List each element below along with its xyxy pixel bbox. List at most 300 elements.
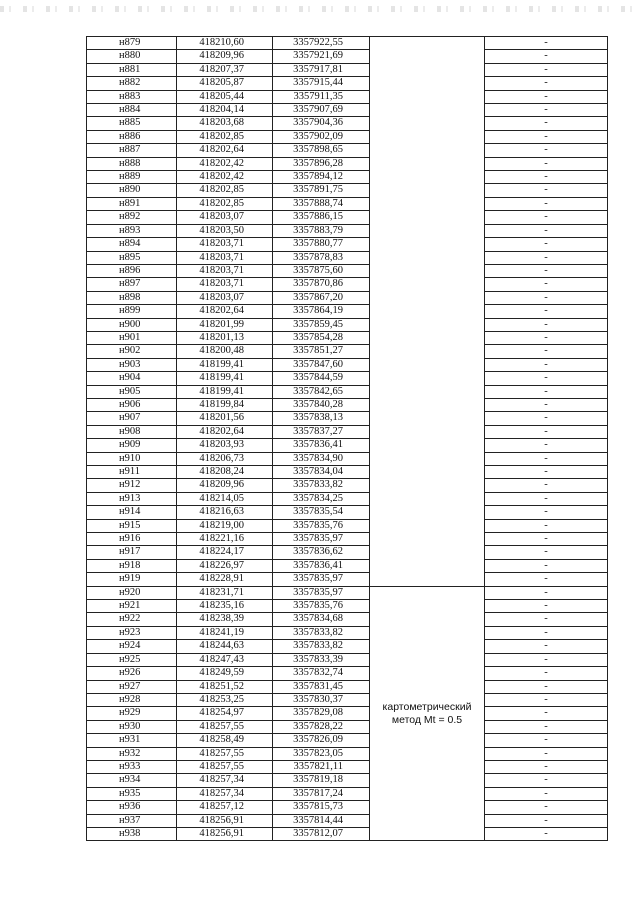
x-coordinate-cell: 418199,41 [177, 372, 273, 385]
x-coordinate-cell: 418238,39 [177, 613, 273, 626]
table-row [87, 184, 608, 197]
y-coordinate-cell: 3357842,65 [273, 385, 370, 398]
x-coordinate-cell: 418202,85 [177, 130, 273, 143]
x-coordinate-cell: 418257,55 [177, 720, 273, 733]
table-row [87, 760, 608, 773]
point-name-cell: н924 [87, 640, 177, 653]
y-coordinate-cell: 3357829,08 [273, 707, 370, 720]
note-cell: - [485, 358, 608, 371]
point-name-cell: н937 [87, 814, 177, 827]
note-cell: - [485, 104, 608, 117]
point-name-cell: н904 [87, 372, 177, 385]
x-coordinate-cell: 418256,91 [177, 814, 273, 827]
x-coordinate-cell: 418202,64 [177, 305, 273, 318]
x-coordinate-cell: 418202,64 [177, 144, 273, 157]
table-row [87, 358, 608, 371]
note-cell: - [485, 385, 608, 398]
note-cell: - [485, 412, 608, 425]
x-coordinate-cell: 418209,96 [177, 50, 273, 63]
table-row [87, 331, 608, 344]
point-name-cell: н912 [87, 479, 177, 492]
point-name-cell: н918 [87, 559, 177, 572]
point-name-cell: н910 [87, 452, 177, 465]
x-coordinate-cell: 418201,56 [177, 412, 273, 425]
y-coordinate-cell: 3357814,44 [273, 814, 370, 827]
note-cell: - [485, 827, 608, 840]
point-name-cell: н885 [87, 117, 177, 130]
note-cell: - [485, 77, 608, 90]
table-row [87, 600, 608, 613]
x-coordinate-cell: 418203,71 [177, 278, 273, 291]
x-coordinate-cell: 418203,71 [177, 251, 273, 264]
x-coordinate-cell: 418235,16 [177, 600, 273, 613]
y-coordinate-cell: 3357812,07 [273, 827, 370, 840]
y-coordinate-cell: 3357830,37 [273, 693, 370, 706]
point-name-cell: н934 [87, 774, 177, 787]
note-cell: - [485, 197, 608, 210]
x-coordinate-cell: 418202,42 [177, 157, 273, 170]
note-cell: - [485, 680, 608, 693]
point-name-cell: н879 [87, 37, 177, 50]
x-coordinate-cell: 418228,91 [177, 573, 273, 586]
y-coordinate-cell: 3357819,18 [273, 774, 370, 787]
x-coordinate-cell: 418199,41 [177, 358, 273, 371]
y-coordinate-cell: 3357835,97 [273, 533, 370, 546]
table-row [87, 693, 608, 706]
y-coordinate-cell: 3357835,76 [273, 519, 370, 532]
point-name-cell: н891 [87, 197, 177, 210]
y-coordinate-cell: 3357847,60 [273, 358, 370, 371]
x-coordinate-cell: 418200,48 [177, 345, 273, 358]
x-coordinate-cell: 418204,14 [177, 104, 273, 117]
y-coordinate-cell: 3357888,74 [273, 197, 370, 210]
point-name-cell: н889 [87, 171, 177, 184]
table-row [87, 37, 608, 50]
coordinates-table [86, 36, 608, 841]
point-name-cell: н923 [87, 626, 177, 639]
note-cell: - [485, 278, 608, 291]
x-coordinate-cell: 418210,60 [177, 37, 273, 50]
y-coordinate-cell: 3357834,04 [273, 466, 370, 479]
note-cell: - [485, 814, 608, 827]
point-name-cell: н931 [87, 734, 177, 747]
y-coordinate-cell: 3357864,19 [273, 305, 370, 318]
table-row [87, 680, 608, 693]
note-cell: - [485, 211, 608, 224]
note-cell: - [485, 345, 608, 358]
x-coordinate-cell: 418226,97 [177, 559, 273, 572]
y-coordinate-cell: 3357851,27 [273, 345, 370, 358]
scan-header-noise [0, 6, 640, 12]
point-name-cell: н932 [87, 747, 177, 760]
table-row [87, 412, 608, 425]
point-name-cell: н898 [87, 291, 177, 304]
note-cell: - [485, 439, 608, 452]
table-row [87, 492, 608, 505]
y-coordinate-cell: 3357815,73 [273, 801, 370, 814]
note-cell: - [485, 157, 608, 170]
y-coordinate-cell: 3357911,35 [273, 90, 370, 103]
point-name-cell: н896 [87, 264, 177, 277]
point-name-cell: н906 [87, 398, 177, 411]
note-cell: - [485, 425, 608, 438]
note-cell: - [485, 117, 608, 130]
y-coordinate-cell: 3357840,28 [273, 398, 370, 411]
y-coordinate-cell: 3357831,45 [273, 680, 370, 693]
point-name-cell: н883 [87, 90, 177, 103]
table-row [87, 264, 608, 277]
point-name-cell: н921 [87, 600, 177, 613]
x-coordinate-cell: 418244,63 [177, 640, 273, 653]
note-cell: - [485, 586, 608, 599]
x-coordinate-cell: 418258,49 [177, 734, 273, 747]
point-name-cell: н900 [87, 318, 177, 331]
x-coordinate-cell: 418209,96 [177, 479, 273, 492]
point-name-cell: н916 [87, 533, 177, 546]
point-name-cell: н928 [87, 693, 177, 706]
point-name-cell: н919 [87, 573, 177, 586]
note-cell: - [485, 90, 608, 103]
point-name-cell: н936 [87, 801, 177, 814]
note-cell: - [485, 238, 608, 251]
table-row [87, 546, 608, 559]
x-coordinate-cell: 418202,85 [177, 197, 273, 210]
table-row [87, 251, 608, 264]
point-name-cell: н894 [87, 238, 177, 251]
y-coordinate-cell: 3357833,82 [273, 479, 370, 492]
note-cell: - [485, 667, 608, 680]
point-name-cell: н901 [87, 331, 177, 344]
note-cell: - [485, 693, 608, 706]
point-name-cell: н905 [87, 385, 177, 398]
point-name-cell: н882 [87, 77, 177, 90]
note-cell: - [485, 546, 608, 559]
x-coordinate-cell: 418199,41 [177, 385, 273, 398]
point-name-cell: н929 [87, 707, 177, 720]
point-name-cell: н884 [87, 104, 177, 117]
note-cell: - [485, 707, 608, 720]
x-coordinate-cell: 418257,55 [177, 747, 273, 760]
y-coordinate-cell: 3357836,41 [273, 439, 370, 452]
table-row [87, 667, 608, 680]
x-coordinate-cell: 418203,50 [177, 224, 273, 237]
note-cell: - [485, 533, 608, 546]
y-coordinate-cell: 3357870,86 [273, 278, 370, 291]
x-coordinate-cell: 418203,71 [177, 238, 273, 251]
y-coordinate-cell: 3357915,44 [273, 77, 370, 90]
table-row [87, 586, 608, 599]
note-cell: - [485, 37, 608, 50]
y-coordinate-cell: 3357833,82 [273, 640, 370, 653]
method-label-line: метод Mt = 0.5 [391, 713, 463, 726]
note-cell: - [485, 171, 608, 184]
note-cell: - [485, 144, 608, 157]
y-coordinate-cell: 3357867,20 [273, 291, 370, 304]
point-name-cell: н920 [87, 586, 177, 599]
x-coordinate-cell: 418202,64 [177, 425, 273, 438]
point-name-cell: н909 [87, 439, 177, 452]
y-coordinate-cell: 3357835,97 [273, 586, 370, 599]
y-coordinate-cell: 3357835,97 [273, 573, 370, 586]
x-coordinate-cell: 418201,99 [177, 318, 273, 331]
point-name-cell: н933 [87, 760, 177, 773]
y-coordinate-cell: 3357917,81 [273, 63, 370, 76]
x-coordinate-cell: 418216,63 [177, 506, 273, 519]
y-coordinate-cell: 3357837,27 [273, 425, 370, 438]
x-coordinate-cell: 418241,19 [177, 626, 273, 639]
point-name-cell: н899 [87, 305, 177, 318]
x-coordinate-cell: 418203,93 [177, 439, 273, 452]
point-name-cell: н926 [87, 667, 177, 680]
y-coordinate-cell: 3357922,55 [273, 37, 370, 50]
y-coordinate-cell: 3357896,28 [273, 157, 370, 170]
y-coordinate-cell: 3357904,36 [273, 117, 370, 130]
y-coordinate-cell: 3357891,75 [273, 184, 370, 197]
note-cell: - [485, 452, 608, 465]
table-row [87, 747, 608, 760]
point-name-cell: н925 [87, 653, 177, 666]
y-coordinate-cell: 3357898,65 [273, 144, 370, 157]
table-row [87, 278, 608, 291]
note-cell: - [485, 291, 608, 304]
x-coordinate-cell: 418256,91 [177, 827, 273, 840]
y-coordinate-cell: 3357826,09 [273, 734, 370, 747]
y-coordinate-cell: 3357828,22 [273, 720, 370, 733]
x-coordinate-cell: 418254,97 [177, 707, 273, 720]
table-row [87, 318, 608, 331]
y-coordinate-cell: 3357834,68 [273, 613, 370, 626]
x-coordinate-cell: 418257,34 [177, 774, 273, 787]
y-coordinate-cell: 3357854,28 [273, 331, 370, 344]
y-coordinate-cell: 3357823,05 [273, 747, 370, 760]
table-row [87, 466, 608, 479]
x-coordinate-cell: 418249,59 [177, 667, 273, 680]
table-row [87, 640, 608, 653]
point-name-cell: н895 [87, 251, 177, 264]
x-coordinate-cell: 418219,00 [177, 519, 273, 532]
x-coordinate-cell: 418203,68 [177, 117, 273, 130]
x-coordinate-cell: 418214,05 [177, 492, 273, 505]
table-row [87, 774, 608, 787]
table-row [87, 707, 608, 720]
y-coordinate-cell: 3357834,25 [273, 492, 370, 505]
note-cell: - [485, 318, 608, 331]
table-row [87, 533, 608, 546]
note-cell: - [485, 130, 608, 143]
y-coordinate-cell: 3357907,69 [273, 104, 370, 117]
table-row [87, 385, 608, 398]
x-coordinate-cell: 418203,71 [177, 264, 273, 277]
note-cell: - [485, 264, 608, 277]
x-coordinate-cell: 418206,73 [177, 452, 273, 465]
x-coordinate-cell: 418231,71 [177, 586, 273, 599]
note-cell: - [485, 519, 608, 532]
table-row [87, 506, 608, 519]
table-row [87, 439, 608, 452]
note-cell: - [485, 774, 608, 787]
table-row [87, 425, 608, 438]
note-cell: - [485, 626, 608, 639]
x-coordinate-cell: 418202,42 [177, 171, 273, 184]
y-coordinate-cell: 3357894,12 [273, 171, 370, 184]
x-coordinate-cell: 418205,87 [177, 77, 273, 90]
x-coordinate-cell: 418207,37 [177, 63, 273, 76]
y-coordinate-cell: 3357833,82 [273, 626, 370, 639]
table-row [87, 90, 608, 103]
table-row [87, 211, 608, 224]
note-cell: - [485, 63, 608, 76]
point-name-cell: н922 [87, 613, 177, 626]
point-name-cell: н881 [87, 63, 177, 76]
table-row [87, 171, 608, 184]
table-row [87, 77, 608, 90]
table-row [87, 63, 608, 76]
y-coordinate-cell: 3357836,62 [273, 546, 370, 559]
table-row [87, 452, 608, 465]
y-coordinate-cell: 3357817,24 [273, 787, 370, 800]
note-cell: - [485, 305, 608, 318]
note-cell: - [485, 224, 608, 237]
point-name-cell: н908 [87, 425, 177, 438]
method-cell-upper [370, 37, 485, 587]
table-row [87, 398, 608, 411]
table-row [87, 519, 608, 532]
x-coordinate-cell: 418203,07 [177, 291, 273, 304]
table-row [87, 814, 608, 827]
point-name-cell: н903 [87, 358, 177, 371]
x-coordinate-cell: 418257,12 [177, 801, 273, 814]
table-row [87, 653, 608, 666]
x-coordinate-cell: 418253,25 [177, 693, 273, 706]
point-name-cell: н897 [87, 278, 177, 291]
point-name-cell: н893 [87, 224, 177, 237]
table-row [87, 479, 608, 492]
y-coordinate-cell: 3357821,11 [273, 760, 370, 773]
x-coordinate-cell: 418221,16 [177, 533, 273, 546]
point-name-cell: н907 [87, 412, 177, 425]
y-coordinate-cell: 3357835,76 [273, 600, 370, 613]
note-cell: - [485, 372, 608, 385]
point-name-cell: н902 [87, 345, 177, 358]
table-row [87, 157, 608, 170]
point-name-cell: н887 [87, 144, 177, 157]
y-coordinate-cell: 3357902,09 [273, 130, 370, 143]
table-row [87, 345, 608, 358]
table-row [87, 224, 608, 237]
note-cell: - [485, 640, 608, 653]
point-name-cell: н880 [87, 50, 177, 63]
note-cell: - [485, 801, 608, 814]
table-row [87, 827, 608, 840]
y-coordinate-cell: 3357834,90 [273, 452, 370, 465]
note-cell: - [485, 479, 608, 492]
y-coordinate-cell: 3357838,13 [273, 412, 370, 425]
note-cell: - [485, 398, 608, 411]
table-row [87, 50, 608, 63]
y-coordinate-cell: 3357833,39 [273, 653, 370, 666]
x-coordinate-cell: 418251,52 [177, 680, 273, 693]
table-row [87, 720, 608, 733]
note-cell: - [485, 559, 608, 572]
table-row [87, 130, 608, 143]
y-coordinate-cell: 3357875,60 [273, 264, 370, 277]
table-row [87, 613, 608, 626]
y-coordinate-cell: 3357878,83 [273, 251, 370, 264]
table-row [87, 197, 608, 210]
table-row [87, 801, 608, 814]
point-name-cell: н930 [87, 720, 177, 733]
table-row [87, 117, 608, 130]
table-row [87, 144, 608, 157]
x-coordinate-cell: 418205,44 [177, 90, 273, 103]
coordinates-table-body [87, 37, 608, 841]
method-label-line: картометрический [382, 700, 472, 713]
y-coordinate-cell: 3357886,15 [273, 211, 370, 224]
x-coordinate-cell: 418202,85 [177, 184, 273, 197]
table-row [87, 291, 608, 304]
y-coordinate-cell: 3357832,74 [273, 667, 370, 680]
x-coordinate-cell: 418257,34 [177, 787, 273, 800]
y-coordinate-cell: 3357836,41 [273, 559, 370, 572]
table-row [87, 559, 608, 572]
table-row [87, 573, 608, 586]
table-row [87, 305, 608, 318]
note-cell: - [485, 600, 608, 613]
table-row [87, 787, 608, 800]
x-coordinate-cell: 418203,07 [177, 211, 273, 224]
point-name-cell: н938 [87, 827, 177, 840]
table-row [87, 372, 608, 385]
note-cell: - [485, 573, 608, 586]
point-name-cell: н890 [87, 184, 177, 197]
y-coordinate-cell: 3357844,59 [273, 372, 370, 385]
table-row [87, 734, 608, 747]
x-coordinate-cell: 418201,13 [177, 331, 273, 344]
point-name-cell: н915 [87, 519, 177, 532]
note-cell: - [485, 653, 608, 666]
point-name-cell: н892 [87, 211, 177, 224]
note-cell: - [485, 720, 608, 733]
note-cell: - [485, 613, 608, 626]
note-cell: - [485, 492, 608, 505]
note-cell: - [485, 184, 608, 197]
note-cell: - [485, 760, 608, 773]
table-row [87, 238, 608, 251]
y-coordinate-cell: 3357859,45 [273, 318, 370, 331]
note-cell: - [485, 251, 608, 264]
y-coordinate-cell: 3357883,79 [273, 224, 370, 237]
point-name-cell: н911 [87, 466, 177, 479]
point-name-cell: н927 [87, 680, 177, 693]
x-coordinate-cell: 418208,24 [177, 466, 273, 479]
x-coordinate-cell: 418199,84 [177, 398, 273, 411]
y-coordinate-cell: 3357835,54 [273, 506, 370, 519]
point-name-cell: н917 [87, 546, 177, 559]
note-cell: - [485, 50, 608, 63]
x-coordinate-cell: 418247,43 [177, 653, 273, 666]
point-name-cell: н935 [87, 787, 177, 800]
point-name-cell: н914 [87, 506, 177, 519]
note-cell: - [485, 331, 608, 344]
note-cell: - [485, 506, 608, 519]
y-coordinate-cell: 3357880,77 [273, 238, 370, 251]
x-coordinate-cell: 418224,17 [177, 546, 273, 559]
y-coordinate-cell: 3357921,69 [273, 50, 370, 63]
point-name-cell: н886 [87, 130, 177, 143]
note-cell: - [485, 734, 608, 747]
method-cell [370, 586, 485, 841]
note-cell: - [485, 747, 608, 760]
